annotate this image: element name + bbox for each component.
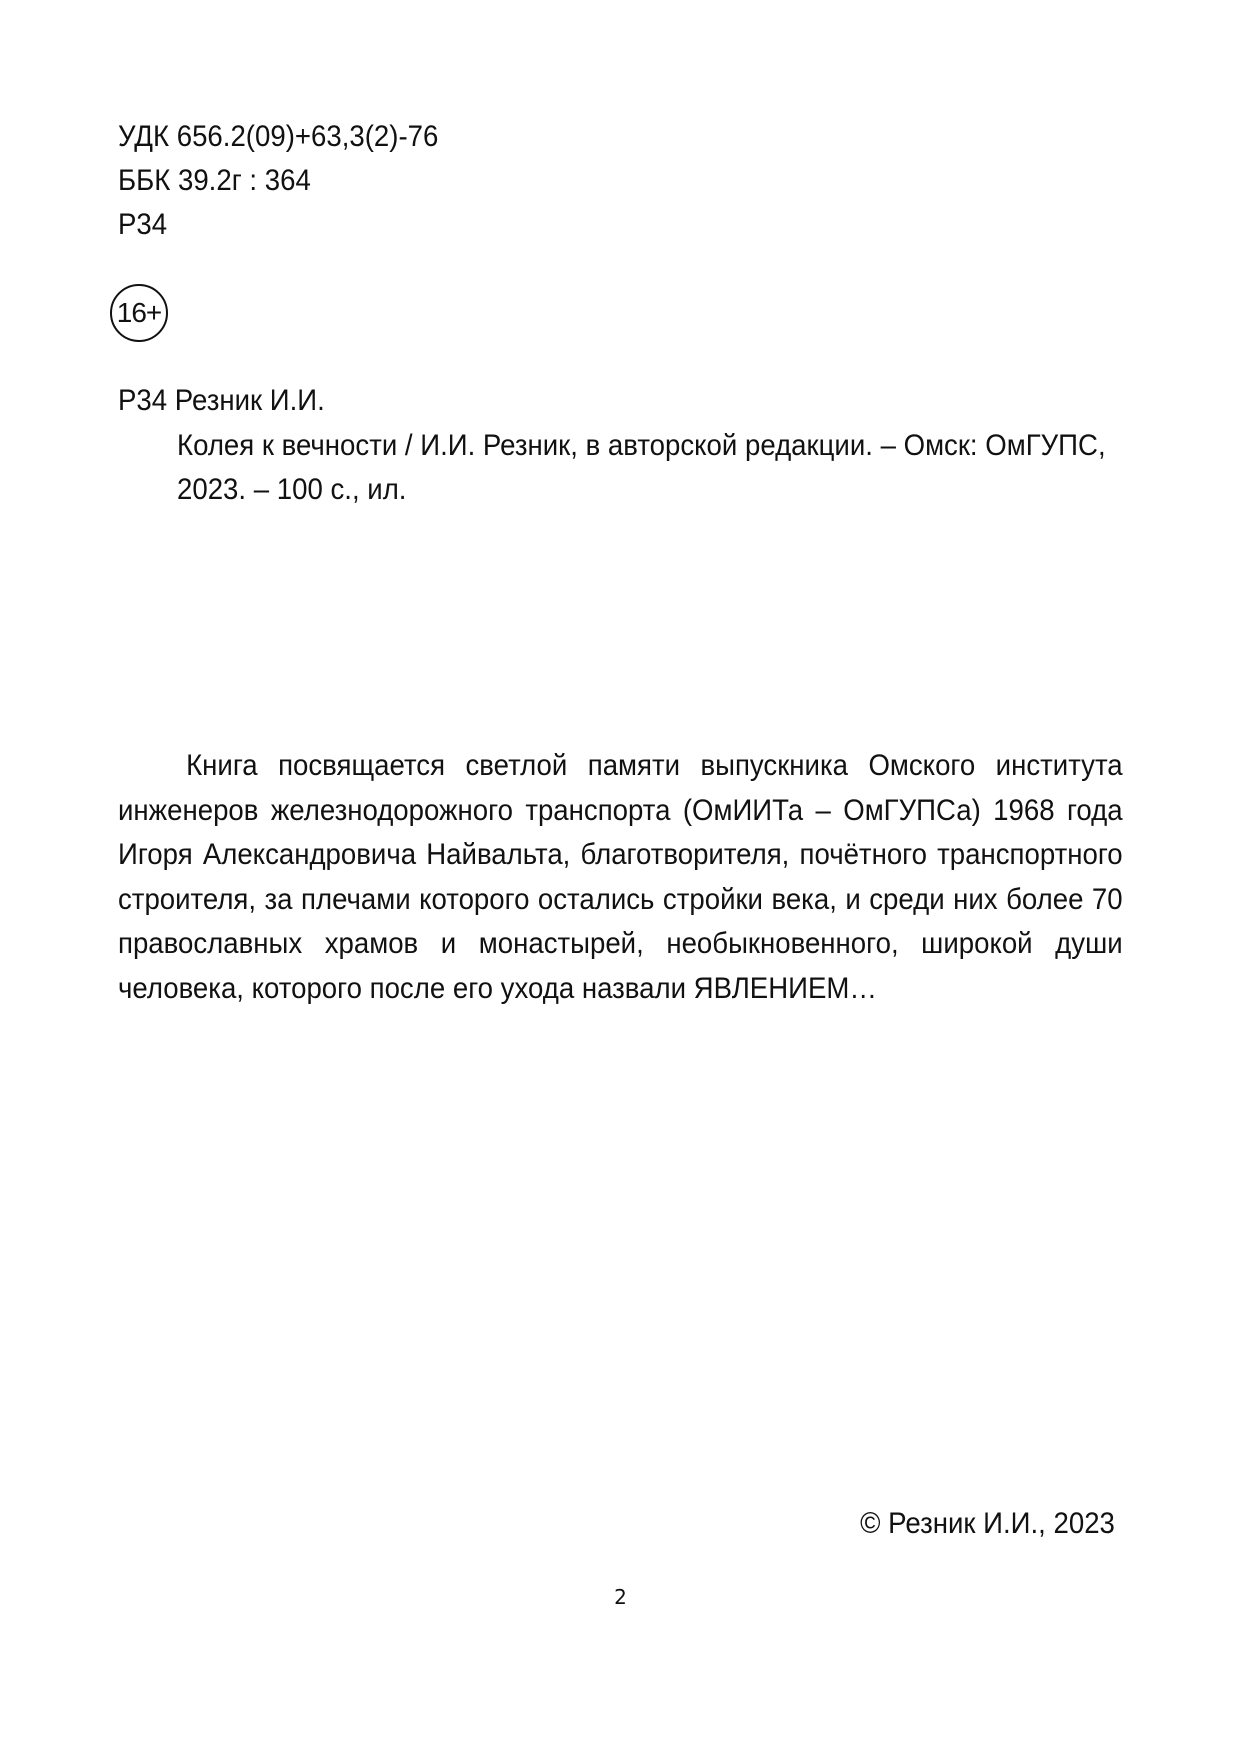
copyright-notice: © Резник И.И., 2023	[860, 1507, 1115, 1540]
author-mark: Р34	[118, 208, 168, 241]
page-number: 2	[614, 1585, 627, 1609]
bibliographic-heading: Р34 Резник И.И.	[118, 384, 325, 417]
bibliographic-description-line1: Колея к вечности / И.И. Резник, в авторской редакции. – Омск: ОмГУПС,	[177, 429, 1106, 462]
age-rating-badge: 16+	[110, 284, 168, 342]
udk-code: УДК 656.2(09)+63,3(2)-76	[118, 120, 439, 153]
book-dedication-abstract: Книга посвящается светлой памяти выпускника Омского института инженеров железнодорожного транспорта (ОмИИТа – ОмГУПСа) 1968 года Игоря Александровича Найвальта, благотворителя, почётного транспортного строителя, за плечами которого остались стройки века, и среди них более 70 православных храмов и монастырей, необыкновенного, широкой души человека, которого после его ухода назвали ЯВЛЕНИЕМ…	[118, 749, 1123, 1005]
bibliographic-description-line2: 2023. – 100 с., ил.	[177, 473, 407, 506]
bbk-code: ББК 39.2г : 364	[118, 164, 311, 197]
